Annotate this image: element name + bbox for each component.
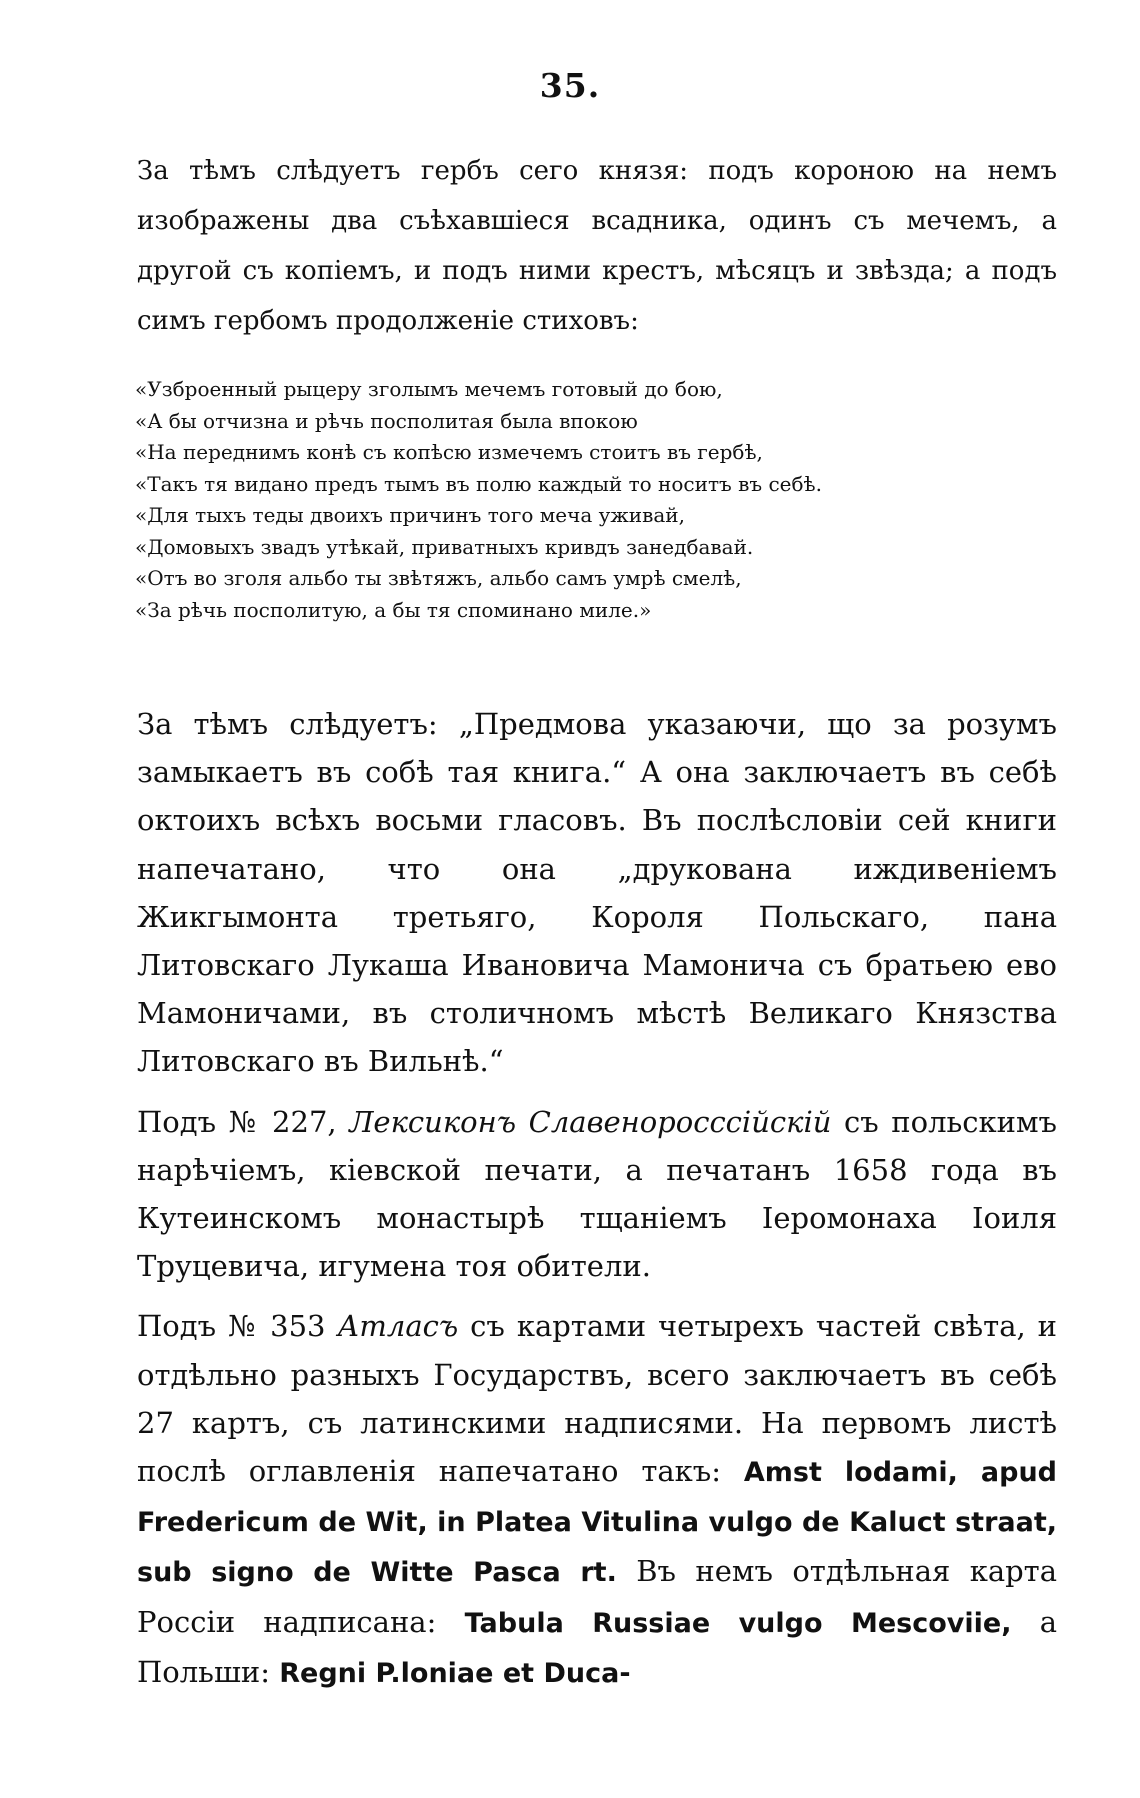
paragraph-atlas	[137, 1302, 1057, 1698]
latin-imprint: Amst lodami, apud Fredericum de Wit, in Platea Vitulina vulgo de Kaluct straat, sub signo de Witte Pasca rt.	[137, 1457, 1058, 1589]
paragraph-lexicon	[137, 1098, 1057, 1291]
page-number: 35.	[539, 66, 601, 105]
paragraph-predmova: За тѣмъ слѣдуетъ: „Предмова указаючи, що за розумъ замыкаетъ въ собѣ тая книга.“ А она заключаетъ въ себѣ октоихъ всѣхъ восьми гласовъ. Въ послѣсловіи сей книги напечатано, что она „друкована иждивеніемъ Жикгымонта третьяго, Короля Польскаго, пана Литовскаго Лукаша Ивановича Мамонича съ братьею ево Мамоничами, въ столичномъ мѣстѣ Великаго Князства Литовскаго въ Вильнѣ.“	[137, 707, 1057, 1079]
paragraph-body: съ картами четырехъ частей свѣта, и отдѣльно разныхъ Государствъ, всего заключаетъ въ себѣ 27 картъ, съ латинскими надписями. На первомъ листѣ послѣ оглавленія напечатано такъ:	[137, 1309, 1057, 1489]
paragraph-body: Въ немъ отдѣльная карта Россіи надписана:	[137, 1554, 1058, 1639]
verse-line: «За рѣчь посполитую, а бы тя споминано миле.»	[135, 597, 652, 622]
paragraph-lead: Подъ № 353	[137, 1309, 338, 1344]
verse-line: «Домовыхъ звадъ утѣкай, приватныхъ кривдъ занедбавай.	[135, 534, 754, 559]
body-text	[137, 700, 1057, 1710]
verse-line: «Отъ во зголя альбо ты звѣтяжъ, альбо самъ умрѣ смелѣ,	[135, 566, 742, 590]
verse-quotation	[135, 374, 895, 626]
paragraph-lead: Подъ № 227,	[137, 1104, 350, 1139]
verse-line: «Узброенный рыцеру зголымъ мечемъ готовый до бою,	[135, 377, 723, 401]
latin-map-title: Tabula Russiae vulgo Mescoviie,	[464, 1607, 1012, 1639]
paragraph-body: а Польши:	[137, 1604, 1057, 1689]
verse-line: «А бы отчизна и рѣчь посполитая была впокою	[135, 408, 638, 433]
intro-paragraph: За тѣмъ слѣдуетъ гербъ сего князя: подъ короною на немъ изображены два съѣхавшіеся всадника, одинъ съ мечемъ, а другой съ копіемъ, и подъ ними крестъ, мѣсяцъ и звѣзда; а подъ симъ гербомъ продолженіе стиховъ:	[137, 156, 1057, 336]
verse-line: «Такъ тя видано предъ тымъ въ полю каждый то носитъ въ себѣ.	[135, 471, 822, 496]
book-title: Лексиконъ Славеноросссійскій	[349, 1104, 832, 1139]
verse-line: «На переднимъ конѣ съ копѣсю измечемъ стоитъ въ гербѣ,	[135, 440, 763, 464]
latin-map-title: Regni P.loniae et Duca-	[279, 1657, 631, 1689]
paragraph-body: съ польскимъ нарѣчіемъ, кіевской печати, а печатанъ 1658 года въ Кутеинскомъ монастырѣ тщаніемъ Іеромонаха Іоиля Труцевича, игумена тоя обители.	[137, 1104, 1057, 1284]
verse-line: «Для тыхъ теды двоихъ причинъ того меча уживай,	[135, 503, 685, 527]
book-title: Атласъ	[337, 1309, 459, 1344]
